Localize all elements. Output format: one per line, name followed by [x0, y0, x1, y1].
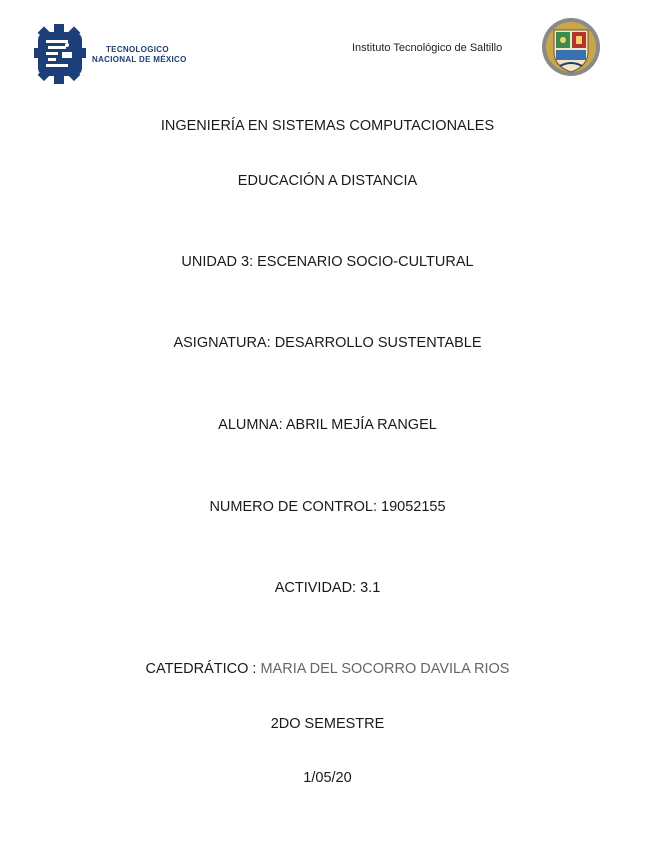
tecnm-line2: NACIONAL DE MÉXICO	[92, 55, 187, 64]
tecnm-gear-logo-icon	[34, 18, 90, 90]
teacher-name: MARIA DEL SOCORRO DAVILA RIOS	[260, 661, 510, 677]
activity-label: ACTIVIDAD: 3.1	[274, 580, 381, 596]
tecnm-wordmark	[92, 45, 187, 65]
subject-title: ASIGNATURA: DESARROLLO SUSTENTABLE	[173, 335, 482, 351]
semester-label: 2DO SEMESTRE	[270, 716, 385, 732]
teacher-line	[0, 661, 655, 677]
its-crest-logo	[540, 16, 602, 78]
teacher-label: CATEDRÁTICO :	[145, 661, 261, 677]
tecnm-line1: TECNOLOGICO	[106, 45, 169, 54]
its-crest-icon	[540, 16, 602, 78]
institution-name: Instituto Tecnológico de Saltillo	[352, 42, 503, 54]
control-number: NUMERO DE CONTROL: 19052155	[209, 499, 446, 515]
student-name: ALUMNA: ABRIL MEJÍA RANGEL	[218, 417, 437, 433]
tecnm-logo	[34, 18, 194, 90]
career-title: INGENIERÍA EN SISTEMAS COMPUTACIONALES	[160, 118, 495, 134]
modality-title: EDUCACIÓN A DISTANCIA	[237, 173, 418, 189]
unit-title: UNIDAD 3: ESCENARIO SOCIO-CULTURAL	[181, 254, 474, 270]
date-label: 1/05/20	[303, 770, 352, 786]
page-header	[0, 0, 655, 90]
